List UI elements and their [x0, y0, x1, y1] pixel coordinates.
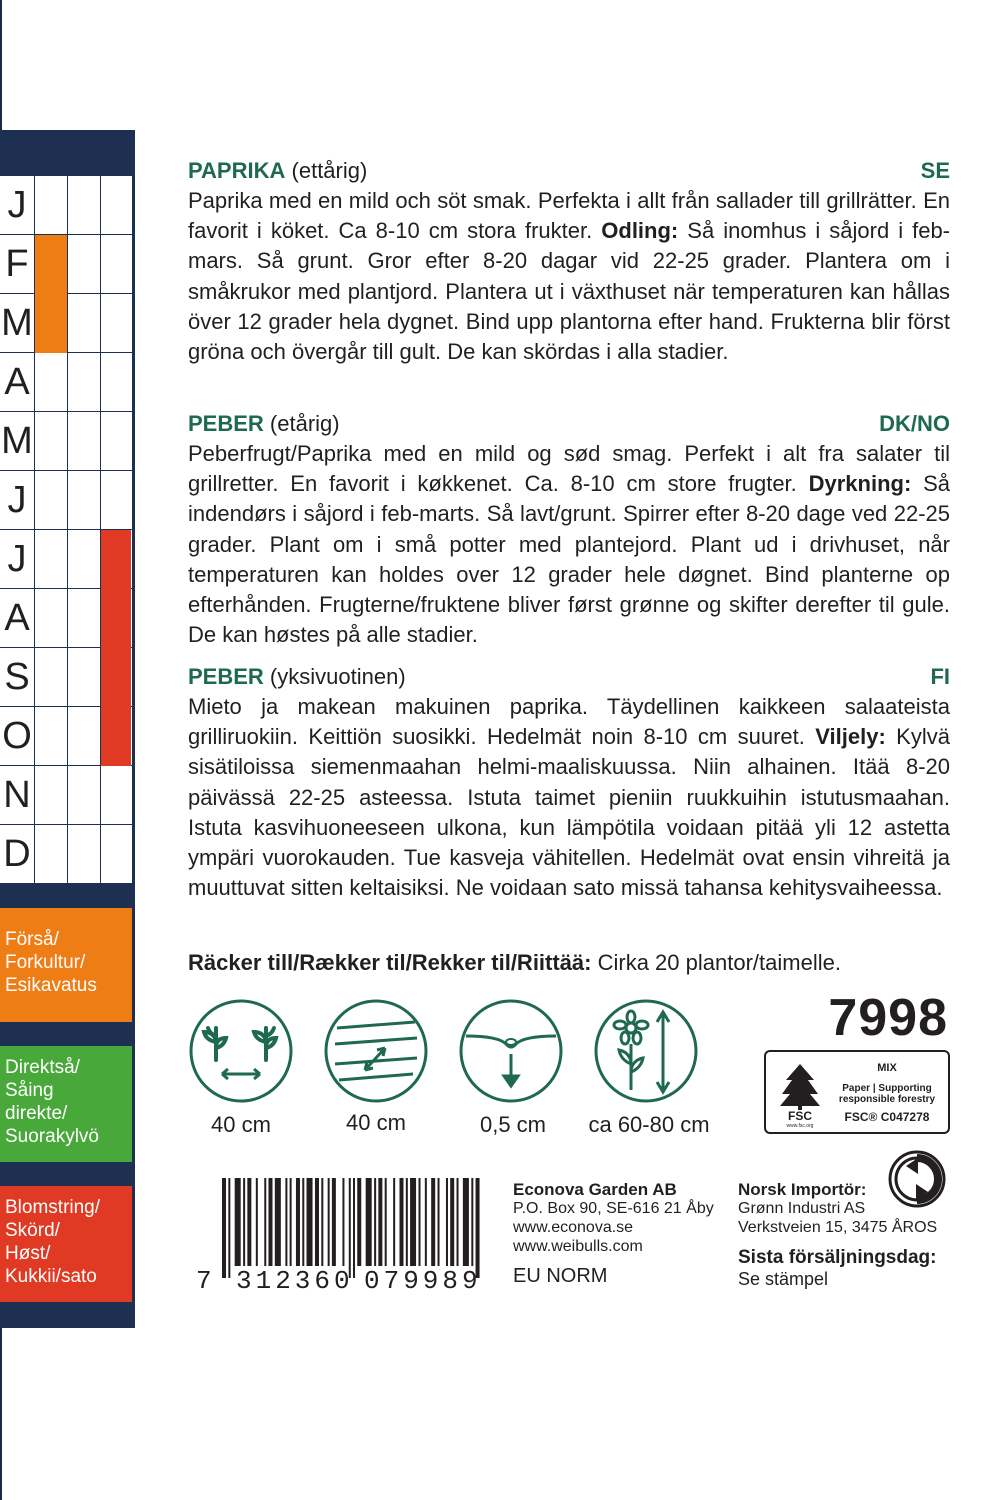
barcode-bar: [235, 1178, 241, 1266]
barcode-bar: [425, 1178, 427, 1266]
barcode-left-digits: 312360: [236, 1266, 354, 1296]
company-name: Econova Garden AB: [513, 1180, 677, 1199]
calendar-cell: [67, 471, 100, 530]
barcode-bar: [228, 1178, 230, 1278]
barcode-bar: [315, 1178, 319, 1266]
barcode-bar: [446, 1178, 448, 1266]
barcode-first-digit: 7: [196, 1266, 212, 1296]
calendar-cell-pre: [34, 294, 67, 353]
calendar-cell: [67, 707, 100, 766]
calendar-cell: [67, 353, 100, 412]
barcode-bars: [222, 1178, 484, 1278]
calendar-month-letter: J: [7, 184, 27, 226]
calendar-month-row: [0, 589, 132, 648]
calendar-cell: [100, 825, 131, 884]
section-title: PEBER: [188, 411, 264, 436]
yield-value: Cirka 20 plantor/taimelle.: [591, 950, 841, 975]
calendar-month-letter: J: [7, 479, 27, 521]
barcode-bar: [457, 1178, 459, 1266]
last-sale-value: Se stämpel: [738, 1269, 829, 1289]
text-part: Peberfrugt/Paprika med en mild og sød smag. Perfekt i alt fra salater til grillretter. En favorit i køkkenet. Ca. 8-10 cm store frugter.: [188, 441, 950, 497]
importer-name: Grønn Industri AS: [738, 1200, 866, 1217]
calendar-cell: [67, 412, 100, 471]
barcode-bar: [385, 1178, 387, 1266]
language-code: DK/NO: [879, 411, 950, 436]
calendar-cell: [67, 176, 100, 235]
calendar-cell: [67, 825, 100, 884]
barcode-bar: [302, 1178, 304, 1266]
calendar-cell-harvest: [100, 530, 131, 589]
calendar-month-row: [0, 707, 132, 766]
legend-direct-line: Suorakylvö: [5, 1126, 99, 1147]
section-title: PEBER: [188, 664, 264, 689]
barcode-bar: [410, 1178, 416, 1266]
barcode-bar: [222, 1178, 226, 1278]
barcode-bar: [328, 1178, 330, 1266]
calendar-cell: [100, 294, 131, 353]
barcode-bar: [353, 1178, 355, 1278]
calendar-cell-pre: [34, 235, 67, 294]
legend-harvest: [0, 1186, 132, 1302]
fsc-line2: responsible forestry: [838, 1094, 936, 1105]
barcode-bar: [476, 1178, 480, 1278]
plant-height-label: ca 60-80 cm: [588, 1112, 710, 1137]
article-number: 7998: [828, 989, 948, 1047]
calendar-month-row: [0, 353, 132, 412]
calendar-cell: [34, 530, 67, 589]
calendar-month-row: [0, 471, 132, 530]
calendar-cell: [34, 589, 67, 648]
calendar-month-letter: M: [1, 420, 33, 462]
importer-title: Norsk Importör:: [738, 1180, 867, 1199]
sowing-depth-icon: [458, 998, 564, 1104]
plant-height-icon: [593, 998, 699, 1104]
row-spacing-label: 40 cm: [346, 1110, 406, 1135]
calendar-month-letter: A: [4, 361, 30, 403]
calendar-cell-harvest: [100, 707, 131, 766]
calendar-month-row: [0, 176, 132, 235]
legend-direct-line: Direktså/: [5, 1057, 80, 1078]
section-heading-fi: [188, 662, 950, 692]
barcode-bar: [247, 1178, 251, 1266]
barcode-right-digits: 079989: [364, 1266, 482, 1296]
legend-pre-cultivation: [0, 908, 132, 1022]
barcode-bar: [431, 1178, 435, 1266]
calendar-cell: [100, 766, 131, 825]
calendar-cell: [34, 412, 67, 471]
calendar-header-band: [0, 130, 135, 176]
fsc-label: [764, 1050, 950, 1134]
plant-spacing-label: 40 cm: [211, 1112, 271, 1137]
calendar-cell: [34, 176, 67, 235]
fsc-tree-logo-icon: [772, 1058, 828, 1128]
text-part: Paprika med en mild och söt smak. Perfekta i allt från sallader till grillrätter. En favorit i köket. Ca 8-10 cm stora frukter.: [188, 188, 950, 244]
calendar-month-row: [0, 530, 132, 589]
barcode-bar: [307, 1178, 313, 1266]
barcode-bar: [378, 1178, 382, 1266]
calendar-month-row: [0, 412, 132, 471]
calendar-month-row: [0, 648, 132, 707]
section-title: PAPRIKA: [188, 158, 286, 183]
section-text-dk-no: [188, 439, 950, 650]
calendar-month-row: [0, 766, 132, 825]
calendar-month-row: [0, 235, 132, 294]
legend-harvest-line: Høst/: [5, 1243, 51, 1264]
barcode-bar: [419, 1178, 421, 1266]
text-part: Så indendørs i såjord i feb-marts. Så lavt/grunt. Spirrer efter 8-20 dage ved 22-25 grader. Plant om i små potter med plantejord. Plant ud i drivhuset, når temperaturen kan holdes over 12 grader hele døgnet. Bind planterne op efterhånden. Frugterne/fruktene bliver først grønne og skifter derefter til gule. De kan høstes på alle stadier.: [188, 471, 950, 648]
calendar-cell: [34, 648, 67, 707]
calendar-cell: [100, 471, 131, 530]
barcode-bar: [285, 1178, 287, 1266]
green-dot-recycle-icon: [888, 1150, 946, 1208]
legend-pre-line: Esikavatus: [5, 975, 97, 996]
barcode-bar: [463, 1178, 469, 1266]
calendar-cell: [67, 530, 100, 589]
barcode-bar: [406, 1178, 408, 1266]
calendar-cell: [100, 235, 131, 294]
barcode-bar: [296, 1178, 300, 1266]
calendar-cell: [67, 766, 100, 825]
importer-street: Verkstveien 15, 3475 ÅROS: [738, 1219, 938, 1236]
barcode-bar: [366, 1178, 372, 1266]
legend-direct-sowing: [0, 1046, 132, 1162]
barcode-bar: [357, 1178, 361, 1266]
barcode-bar: [399, 1178, 403, 1266]
eu-norm: EU NORM: [513, 1265, 608, 1287]
calendar-cell: [67, 235, 100, 294]
last-sale-title: Sista försäljningsdag:: [738, 1247, 937, 1268]
barcode-bar: [268, 1178, 272, 1266]
calendar-cell: [34, 707, 67, 766]
barcode-bar: [450, 1178, 454, 1266]
calendar-cell: [67, 589, 100, 648]
text-bold-label: Dyrkning:: [808, 471, 912, 497]
fsc-logo-text: FSC: [788, 1109, 812, 1123]
legend-pre-line: Förså/: [5, 929, 59, 950]
barcode-bar: [374, 1178, 376, 1266]
barcode-bar: [290, 1178, 292, 1266]
calendar-cell: [100, 412, 131, 471]
company-web-weibulls: www.weibulls.com: [513, 1238, 643, 1255]
calendar-month-row: [0, 294, 132, 353]
calendar-month-letter: A: [4, 597, 30, 639]
text-bold-label: Odling:: [601, 218, 679, 244]
plant-spacing-icon: [188, 998, 294, 1104]
barcode-bar: [275, 1178, 281, 1266]
calendar-month-row: [0, 825, 132, 884]
calendar-month-letter: N: [3, 774, 31, 816]
section-text-fi: [188, 692, 950, 903]
section-subtitle: (etårig): [269, 411, 340, 436]
yield-label: Räcker till/Rækker til/Rekker til/Riittää:: [188, 950, 592, 975]
section-subtitle: (ettårig): [291, 158, 368, 183]
legend-harvest-line: Kukkii/sato: [5, 1266, 97, 1287]
company-address: [513, 1180, 714, 1288]
calendar-cell: [67, 294, 100, 353]
company-po-box: P.O. Box 90, SE-616 21 Åby: [513, 1200, 714, 1217]
fsc-line1: Paper | Supporting: [842, 1083, 932, 1094]
language-code: FI: [930, 664, 950, 689]
calendar-cell: [34, 766, 67, 825]
text-bold-label: Viljely:: [815, 724, 886, 750]
section-subtitle: (yksivuotinen): [269, 664, 406, 689]
row-spacing-icon: [323, 998, 429, 1104]
barcode-bar: [349, 1178, 351, 1278]
calendar-month-letter: O: [2, 715, 32, 757]
fsc-code: FSC® C047278: [844, 1110, 930, 1124]
barcode-bar: [342, 1178, 344, 1266]
calendar-month-letter: F: [5, 243, 29, 285]
fsc-site-text: www.fsc.org: [786, 1123, 814, 1128]
sowing-depth-label: 0,5 cm: [479, 1112, 547, 1137]
section-heading-dk-no: [188, 409, 950, 439]
fsc-text-block: [828, 1062, 946, 1124]
yield-line: [188, 948, 950, 978]
calendar-cell: [34, 471, 67, 530]
calendar-month-letter: S: [4, 656, 30, 698]
barcode-bar: [471, 1178, 473, 1266]
text-part: Kylvä sisätiloissa siemenmaahan helmi-maaliskuussa. Niin alhainen. Itää 8-20 päivässä 22-25 asteessa. Istuta taimet pieniin ruukkuihin istutusmaahan. Istuta kasvihuoneeseen ulkona, kun lämpötila voidaan pitää yli 12 astetta ympäri vuorokauden. Tue kasveja vähitellen. Hedelmät ovat ensin vihreitä ja muuttuvat sitten keltaisiksi. Ne voidaan sato missä tahansa kehitysvaiheessa.: [188, 724, 950, 901]
barcode-bar: [321, 1178, 323, 1266]
barcode: [196, 1178, 486, 1298]
calendar-cell: [100, 353, 131, 412]
fsc-mix: MIX: [877, 1062, 897, 1074]
calendar-month-letter: J: [7, 538, 27, 580]
calendar-month-letter: D: [3, 833, 31, 875]
legend-harvest-line: Skörd/: [5, 1220, 60, 1241]
section-heading-se: [188, 156, 950, 186]
calendar-cell: [34, 825, 67, 884]
section-text-se: [188, 186, 950, 367]
calendar-cell: [67, 648, 100, 707]
text-part: Mieto ja makean makuinen paprika. Täydellinen kaikkeen salaateista grilliruokiin. Keittiön suosikki. Hedelmät noin 8-10 cm suuret.: [188, 694, 950, 750]
calendar-cell-harvest: [100, 589, 131, 648]
barcode-bar: [438, 1178, 440, 1266]
calendar-cell-harvest: [100, 648, 131, 707]
calendar-cell: [100, 176, 131, 235]
legend-harvest-line: Blomstring/: [5, 1197, 101, 1218]
text-part: Så inomhus i såjord i feb-mars. Så grunt. Gror efter 8-20 dagar vid 22-25 grader. Plantera om i småkrukor med plantjord. Plantera ut i växthuset när temperaturen kan hållas över 12 grader hela dygnet. Bind upp plantorna efter hand. Frukterna blir först gröna och övergår till gult. De kan skördas i alla stadier.: [188, 218, 951, 365]
legend-direct-line: Såing: [5, 1080, 54, 1101]
company-web-econova: www.econova.se: [513, 1219, 634, 1236]
barcode-bar: [264, 1178, 266, 1266]
barcode-bar: [332, 1178, 336, 1266]
calendar-month-letter: M: [1, 302, 33, 344]
legend-pre-line: Forkultur/: [5, 952, 86, 973]
barcode-bar: [243, 1178, 245, 1266]
calendar-cell: [34, 353, 67, 412]
month-calendar: [0, 176, 132, 884]
barcode-bar: [393, 1178, 395, 1266]
language-code: SE: [920, 158, 950, 183]
legend-direct-line: direkte/: [5, 1103, 68, 1124]
barcode-bar: [256, 1178, 258, 1266]
